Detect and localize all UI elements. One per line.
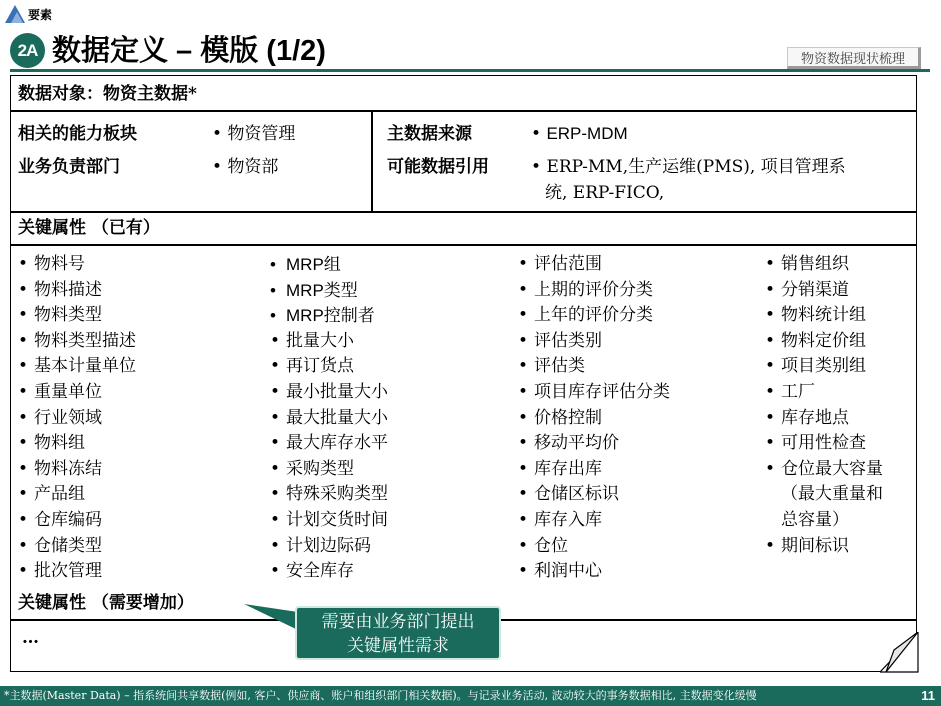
attribute-item: • 可用性检查 xyxy=(765,431,883,457)
attributes-needed-placeholder: … xyxy=(22,628,39,648)
attribute-item: • 物料类型描述 xyxy=(18,329,136,355)
attribute-item: • 库存地点 xyxy=(765,406,883,432)
attribute-item: • 仓位最大容量 xyxy=(765,457,883,483)
attribute-item: • 物料统计组 xyxy=(765,303,883,329)
attribute-item: • 物料冻结 xyxy=(18,457,136,483)
attribute-column-2 xyxy=(270,252,388,585)
divider-attr-heading xyxy=(10,244,917,246)
source-label: 主数据来源 xyxy=(387,124,472,144)
attribute-item: • 再订货点 xyxy=(270,354,388,380)
attribute-item: • 价格控制 xyxy=(518,406,670,432)
attribute-item: • 仓储类型 xyxy=(18,534,136,560)
attribute-item: • 仓库编码 xyxy=(18,508,136,534)
reference-label: 可能数据引用 xyxy=(387,157,489,177)
attribute-item: • 计划交货时间 xyxy=(270,508,388,534)
attribute-item: • 采购类型 xyxy=(270,457,388,483)
attribute-item: • 物料类型 xyxy=(18,303,136,329)
attribute-item: • 最大批量大小 xyxy=(270,406,388,432)
attribute-item: • 批量大小 xyxy=(270,329,388,355)
attribute-item: • 评估类别 xyxy=(518,329,670,355)
attribute-item: • MRP组 xyxy=(270,252,388,278)
attribute-item: • MRP控制者 xyxy=(270,303,388,329)
attribute-column-1 xyxy=(18,252,136,585)
callout-line-1: 需要由业务部门提出 xyxy=(321,612,475,632)
attribute-item: • MRP类型 xyxy=(270,278,388,304)
attribute-item: • 项目类别组 xyxy=(765,354,883,380)
divider-info xyxy=(10,211,917,213)
attribute-item: • 分销渠道 xyxy=(765,278,883,304)
department-label: 业务负责部门 xyxy=(18,157,120,177)
attribute-item: • 利润中心 xyxy=(518,559,670,585)
capability-value: • 物资管理 xyxy=(212,124,296,144)
attribute-item: • 物料组 xyxy=(18,431,136,457)
attribute-item: • 安全库存 xyxy=(270,559,388,585)
attribute-item: • 销售组织 xyxy=(765,252,883,278)
section-tag: 物资数据现状梳理 xyxy=(787,47,921,69)
page-curl-icon xyxy=(880,632,920,674)
attribute-item: • 最大库存水平 xyxy=(270,431,388,457)
capability-label: 相关的能力板块 xyxy=(18,124,137,144)
attribute-item: • 评估范围 xyxy=(518,252,670,278)
attribute-item: • 评估类 xyxy=(518,354,670,380)
attribute-item: • 特殊采购类型 xyxy=(270,482,388,508)
attribute-item: • 工厂 xyxy=(765,380,883,406)
attribute-item: • 上年的评价分类 xyxy=(518,303,670,329)
attribute-item: • 项目库存评估分类 xyxy=(518,380,670,406)
attribute-item: • 移动平均价 xyxy=(518,431,670,457)
reference-value-cont: 统, ERP-FICO, xyxy=(545,183,665,203)
data-object-label: 数据对象：物资主数据* xyxy=(18,84,197,104)
divider-object xyxy=(10,110,917,112)
attribute-column-3 xyxy=(518,252,670,585)
department-value: • 物资部 xyxy=(212,157,279,177)
attribute-item: • 物料号 xyxy=(18,252,136,278)
attribute-column-4 xyxy=(765,252,883,559)
attribute-item-continuation: 总容量） xyxy=(781,509,849,530)
attribute-item: • 仓储区标识 xyxy=(518,482,670,508)
attribute-item: • 基本计量单位 xyxy=(18,354,136,380)
attributes-existing-heading: 关键属性 （已有） xyxy=(18,218,160,238)
title-divider xyxy=(10,69,930,72)
attribute-item: • 计划边际码 xyxy=(270,534,388,560)
callout-pointer xyxy=(240,600,300,632)
attribute-item: • 产品组 xyxy=(18,482,136,508)
attribute-item: • 库存入库 xyxy=(518,508,670,534)
attribute-item: • 批次管理 xyxy=(18,559,136,585)
attributes-needed-heading: 关键属性 （需要增加） xyxy=(18,593,194,613)
attribute-item: • 物料描述 xyxy=(18,278,136,304)
attribute-item: • 重量单位 xyxy=(18,380,136,406)
attribute-item: • 行业领域 xyxy=(18,406,136,432)
reference-value: • ERP-MM,生产运维(PMS), 项目管理系 xyxy=(531,157,846,177)
section-badge: 2A xyxy=(10,33,45,68)
attribute-item: • 最小批量大小 xyxy=(270,380,388,406)
callout-box xyxy=(295,606,501,660)
divider-info-vertical xyxy=(371,111,373,211)
attribute-item: • 物料定价组 xyxy=(765,329,883,355)
callout-line-2: 关键属性需求 xyxy=(347,636,449,656)
attribute-item-continuation: （最大重量和 xyxy=(781,484,883,505)
logo-text: 要素 xyxy=(28,8,53,22)
page-number: 11 xyxy=(919,686,935,706)
attribute-item: • 库存出库 xyxy=(518,457,670,483)
attribute-item: • 上期的评价分类 xyxy=(518,278,670,304)
footer-note: *主数据(Master Data) – 指系统间共享数据(例如, 客户、供应商、账户和组织部门相关数据)。与记录业务活动, 波动较大的事务数据相比, 主数据变化缓慢 xyxy=(4,689,757,702)
source-value: • ERP-MDM xyxy=(531,124,628,144)
page-title: 数据定义 – 模版 (1/2) xyxy=(52,35,326,67)
mountain-logo-icon xyxy=(5,5,25,23)
attribute-item: • 仓位 xyxy=(518,534,670,560)
footer-bar xyxy=(0,686,941,706)
attribute-item: • 期间标识 xyxy=(765,534,883,560)
